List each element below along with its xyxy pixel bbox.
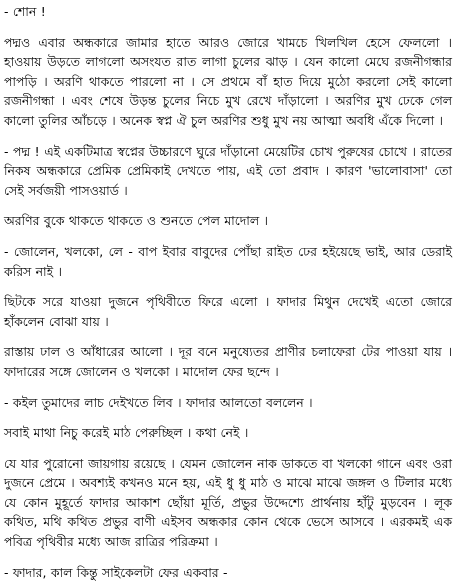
narrative-paragraph: সবাই মাথা নিচু করেই মাঠ পেরুচ্ছিল । কথা নেই ।	[4, 425, 249, 441]
narrative-paragraph: পদ্মও এবার অন্ধকারে জামার হাতে আরও জোরে খামচে খিলখিল হেসে ফেললো । হাওয়ায় উড়তে লাগলো অসংযত রাত লাগা চুলের ঝাড় । যেন কালো মেঘে রজনীগন্ধার পাপড়ি । অরণি থাকতে পারলো না । সে প্রথমে বাঁ হাত দিয়ে মুঠো করলো সেই কালো রজনীগন্ধা । এবং শেষে উড়ন্ত চুলের নিচে মুখ রেখে দাঁড়ালো । অরণির মুখ ঢেকে গেল কালো তুলির আঁচড়ে । অনেক স্বপ্ন ঐ চুল অরণির শুধু মুখ নয় আত্মা অবধি এঁকে দিলো ।	[4, 34, 452, 128]
narrative-paragraph: অরণির বুকে থাকতে থাকতে ও শুনতে পেল মাদোল ।	[4, 213, 268, 229]
dialogue-line: - জোলেন, খলকো, লে - বাপ ইবার বাবুদের পোঁছা রাইত ঢের হইয়েছে ভাই, আর ডেরাই করিস নাই ।	[4, 243, 452, 279]
dialogue-line: - শোন !	[4, 4, 46, 19]
dialogue-line: - কইল তুমাদের লাচ দেইখতে লিব । ফাদার আলতো বললেন ।	[4, 394, 313, 410]
narrative-paragraph: ছিটকে সরে যাওয়া দুজনে পৃথিবীতে ফিরে এলো । ফাদার মিথুন দেখেই এতো জোরে হাঁকলেন বোঝা যায় ।	[4, 294, 452, 329]
narrative-paragraph: যে যার পুরোনো জায়গায় রয়েছে । যেমন জোলেন নাক ডাকতে বা খলকো গানে এবং ওরা দুজনে প্রেমে । অবশ্যই কখনও মনে হয়, এই ধু ধু মাঠ ও মাঝে মাঝে জঙ্গল ও টিলার মধ্যে যে কোন মুহূর্তে ফাদার আকাশ ছোঁয়া মূর্তি, প্রভুর উদ্দেশ্যে প্রার্থনায় হাঁটু মুড়বেন । লূক কথিত, মথি কথিত প্রভুর বাণী এইসব অন্ধকার কোন থেকে ভেসে আসবে । এরকমই এক পবিত্র পৃথিবীর মধ্যে আজ রাত্রির পরিক্রমা ।	[4, 455, 452, 550]
dialogue-line: - পদ্ম ! এই একটিমাত্র স্বপ্নের উচ্চারণে ঘুরে দাঁড়ানো মেয়েটির চোখ পুরুষের চোখে । রাতের নিকষ অন্ধকারে প্রেমিক প্রেমিকাই দেখতে পায়, এই তো প্রবাদ । কারণ 'ভালোবাসা' তো সেই সর্বজয়ী পাসওয়ার্ড ।	[4, 143, 452, 198]
narrative-paragraph: রাস্তায় ঢাল ও আঁধারের আলো । দূর বনে মনুষ্যেতর প্রাণীর চলাফেরা টের পাওয়া যায় । ফাদারের সঙ্গে জোলেন ও খলকো । মাদোল ফের ছন্দে ।	[4, 344, 452, 379]
dialogue-line: - ফাদার, কাল কিন্তু সাইকেলটা ফের একবার -	[4, 564, 228, 580]
